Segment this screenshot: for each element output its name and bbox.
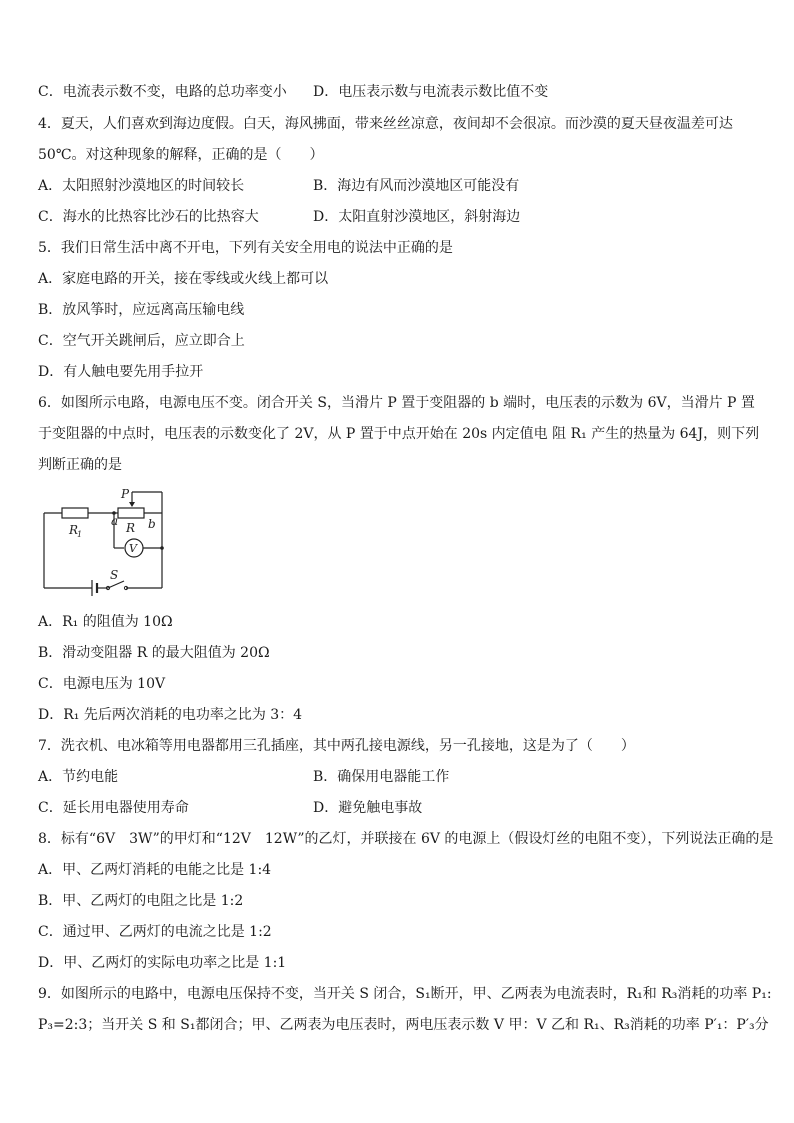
- q5-option-b: B．放风筝时，应远离高压输电线: [38, 302, 245, 318]
- label-p: P: [121, 488, 130, 501]
- rheostat-resistor: [118, 508, 144, 518]
- switch-blade: [108, 581, 124, 588]
- q7-stem: 7．洗衣机、电冰箱等用电器都用三孔插座，其中两孔接电源线，另一孔接地，这是为了（ ）: [38, 738, 635, 754]
- q8-stem: 8．标有“6V 3W”的甲灯和“12V 12W”的乙灯，并联接在 6V 的电源上（假设灯丝的电阻不变），下列说法正确的是: [38, 831, 774, 847]
- q8-option-c: C．通过甲、乙两灯的电流之比是 1:2: [38, 924, 272, 940]
- label-s: S: [110, 568, 119, 582]
- q8-option-d: D．甲、乙两灯的实际电功率之比是 1:1: [38, 955, 287, 971]
- q4-stem-1: 4．夏天，人们喜欢到海边度假。白天，海风拂面，带来丝丝凉意，夜间却不会很凉。而沙漠的夏天昼夜温差可达: [38, 116, 733, 132]
- label-b: b: [148, 517, 156, 531]
- label-r1: R: [69, 523, 79, 537]
- q7-option-b: B．确保用电器能工作: [313, 769, 450, 785]
- q4-option-d: D．太阳直射沙漠地区，斜射海边: [313, 209, 521, 225]
- q9-stem-2: P₃=2:3；当开关 S 和 S₁都闭合；甲、乙两表为电压表时，两电压表示数 V 甲：V 乙和 R₁、R₃消耗的功率 P′₁：P′₃分: [38, 1017, 769, 1033]
- q6-stem-2: 于变阻器的中点时，电压表的示数变化了 2V，从 P 置于中点开始在 20s 内定值电 阻 R₁ 产生的热量为 64J，则下列: [38, 426, 760, 442]
- label-r: R: [126, 521, 136, 535]
- q4-stem-2: 50℃。对这种现象的解释，正确的是（ ）: [38, 147, 324, 163]
- q8-option-b: B．甲、乙两灯的电阻之比是 1:2: [38, 893, 244, 909]
- q6-option-a: A．R₁ 的阻值为 10Ω: [38, 614, 173, 630]
- label-r1-sub: 1: [77, 530, 83, 539]
- q4-option-c: C．海水的比热容比沙石的比热容大: [38, 209, 259, 225]
- q6-option-d: D．R₁ 先后两次消耗的电功率之比为 3：4: [38, 707, 303, 723]
- q5-stem: 5．我们日常生活中离不开电，下列有关安全用电的说法中正确的是: [38, 240, 453, 256]
- q7-option-a: A．节约电能: [38, 769, 119, 785]
- q6-circuit-diagram: [38, 488, 178, 598]
- q5-option-a: A．家庭电路的开关，接在零线或火线上都可以: [38, 271, 329, 287]
- label-v: V: [129, 542, 137, 555]
- q9-stem-1: 9．如图所示的电路中，电源电压保持不变，当开关 S 闭合，S₁断开，甲、乙两表为电流表时，R₁和 R₃消耗的功率 P₁:: [38, 986, 772, 1002]
- q3-option-d: D．电压表示数与电流表示数比值不变: [313, 84, 549, 100]
- q6-option-b: B．滑动变阻器 R 的最大阻值为 20Ω: [38, 645, 270, 661]
- r1-resistor: [62, 508, 88, 518]
- q7-option-c: C．延长用电器使用寿命: [38, 800, 189, 816]
- label-a: a: [111, 514, 119, 528]
- q4-option-a: A．太阳照射沙漠地区的时间较长: [38, 178, 245, 194]
- q6-stem-3: 判断正确的是: [38, 457, 122, 473]
- q4-option-b: B．海边有风而沙漠地区可能没有: [313, 178, 520, 194]
- q5-option-d: D．有人触电要先用手拉开: [38, 364, 204, 380]
- q6-stem-1: 6．如图所示电路，电源电压不变。闭合开关 S，当滑片 P 置于变阻器的 b 端时，电压表的示数为 6V，当滑片 P 置: [38, 395, 755, 411]
- q7-option-d: D．避免触电事故: [313, 800, 423, 816]
- q8-option-a: A．甲、乙两灯消耗的电能之比是 1:4: [38, 862, 272, 878]
- q5-option-c: C．空气开关跳闸后，应立即合上: [38, 333, 245, 349]
- q3-option-c: C．电流表示数不变，电路的总功率变小: [38, 84, 287, 100]
- q6-option-c: C．电源电压为 10V: [38, 676, 166, 692]
